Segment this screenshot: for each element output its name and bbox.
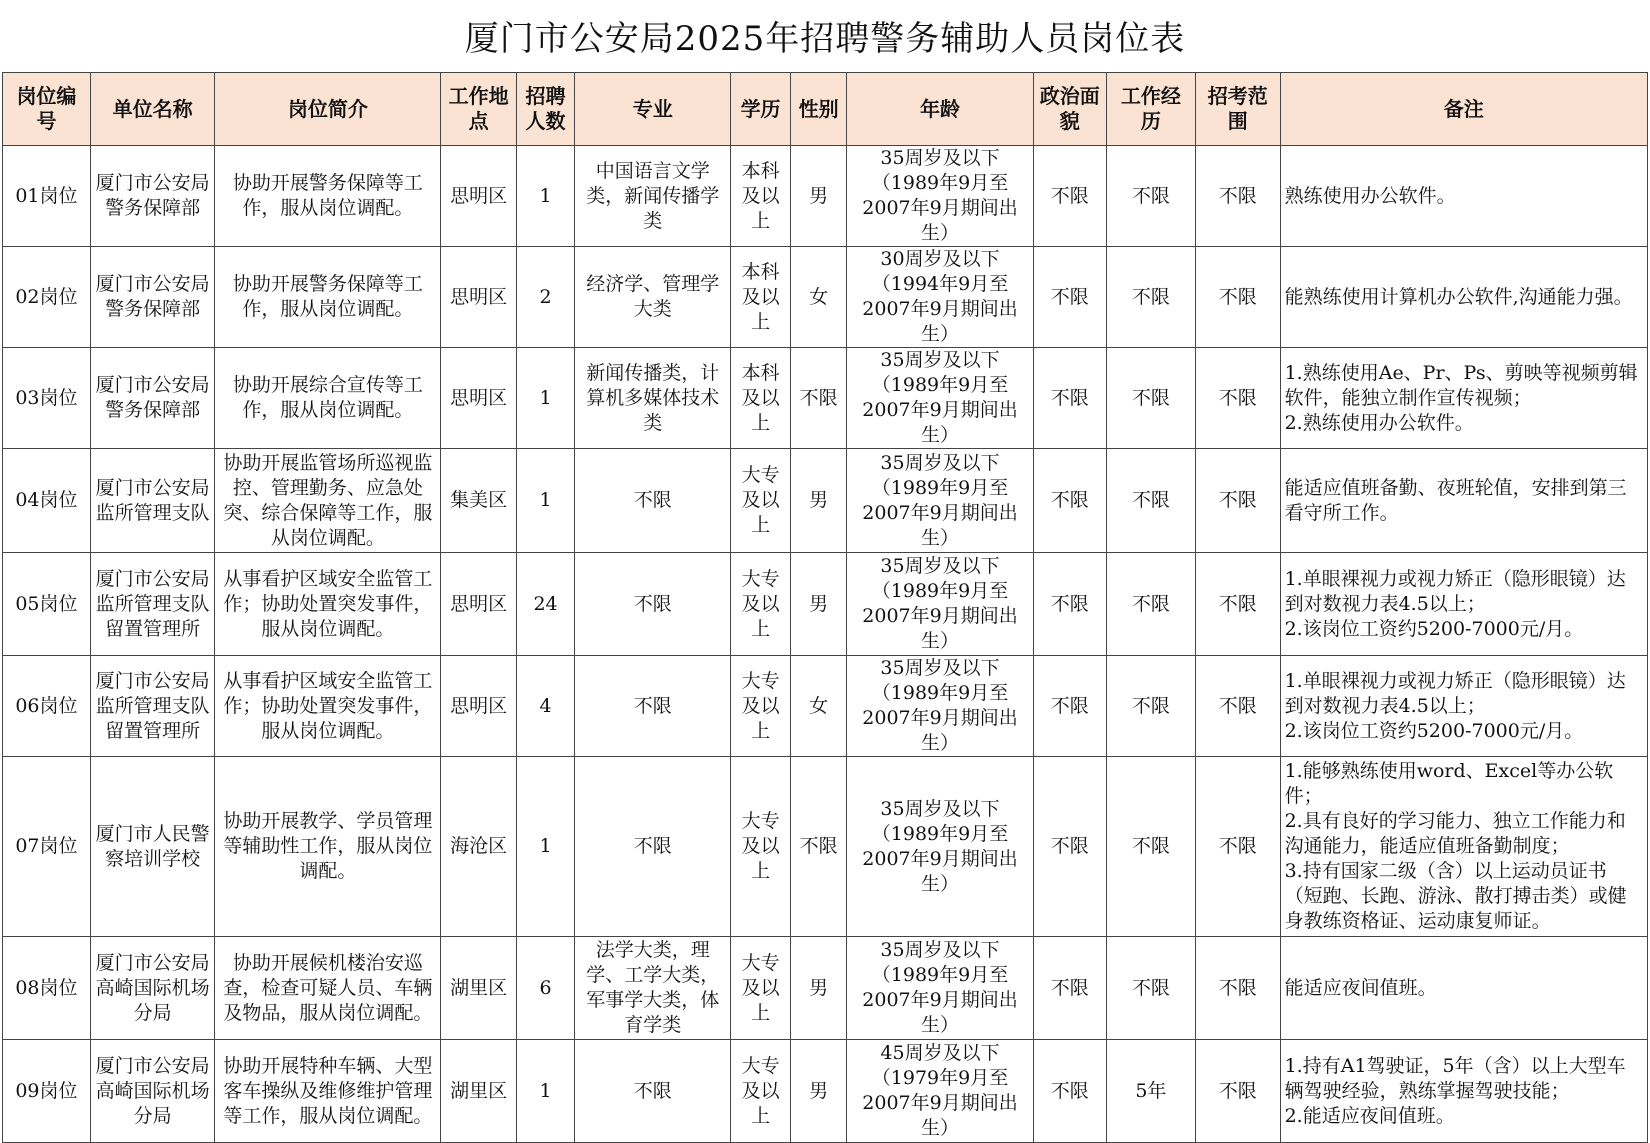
header-cell: 学历: [731, 73, 791, 146]
cell-education: 大专及以上: [731, 553, 791, 656]
cell-education: 大专及以上: [731, 937, 791, 1040]
cell-post-description: 协助开展警务保障等工作，服从岗位调配。: [215, 146, 441, 247]
table-row: [3, 146, 1648, 247]
cell-hire-count: 6: [516, 937, 575, 1040]
cell-unit-name: 厦门市公安局监所管理支队 留置管理所: [90, 553, 215, 656]
cell-education: 本科及以上: [731, 146, 791, 247]
cell-age: 35周岁及以下 （1989年9月至2007年9月期间出生）: [847, 937, 1033, 1040]
cell-work-experience: 不限: [1106, 146, 1195, 247]
table-row: [3, 449, 1648, 553]
cell-post-id: 01岗位: [3, 146, 91, 247]
cell-post-description: 协助开展特种车辆、大型客车操纵及维修维护管理等工作，服从岗位调配。: [215, 1040, 441, 1143]
cell-hire-count: 2: [516, 247, 575, 348]
header-cell: 岗位编号: [3, 73, 91, 146]
table-header-row: [3, 73, 1648, 146]
cell-age: 35周岁及以下 （1989年9月至2007年9月期间出生）: [847, 757, 1033, 937]
cell-political-status: 不限: [1033, 146, 1106, 247]
table-row: [3, 553, 1648, 656]
cell-major: 不限: [575, 656, 731, 757]
cell-recruit-scope: 不限: [1195, 449, 1280, 553]
cell-remarks: 熟练使用办公软件。: [1280, 146, 1647, 247]
cell-age: 45周岁及以下 （1979年9月至2007年9月期间出生）: [847, 1040, 1033, 1143]
cell-recruit-scope: 不限: [1195, 656, 1280, 757]
cell-political-status: 不限: [1033, 449, 1106, 553]
cell-post-id: 09岗位: [3, 1040, 91, 1143]
cell-recruit-scope: 不限: [1195, 553, 1280, 656]
cell-post-id: 06岗位: [3, 656, 91, 757]
header-cell: 岗位简介: [215, 73, 441, 146]
cell-age: 35周岁及以下 （1989年9月至2007年9月期间出生）: [847, 553, 1033, 656]
header-cell: 专业: [575, 73, 731, 146]
cell-work-experience: 不限: [1106, 656, 1195, 757]
cell-gender: 男: [790, 937, 847, 1040]
header-cell: 工作经历: [1106, 73, 1195, 146]
cell-work-experience: 不限: [1106, 348, 1195, 449]
table-row: [3, 757, 1648, 937]
cell-post-description: 协助开展警务保障等工作，服从岗位调配。: [215, 247, 441, 348]
cell-post-id: 08岗位: [3, 937, 91, 1040]
cell-hire-count: 1: [516, 757, 575, 937]
page-title: 厦门市公安局2025年招聘警务辅助人员岗位表: [464, 18, 1186, 59]
cell-recruit-scope: 不限: [1195, 348, 1280, 449]
cell-age: 35周岁及以下 （1989年9月至2007年9月期间出生）: [847, 449, 1033, 553]
cell-unit-name: 厦门市公安局高崎国际机场分局: [90, 1040, 215, 1143]
cell-remarks: 能适应值班备勤、夜班轮值，安排到第三看守所工作。: [1280, 449, 1647, 553]
cell-work-location: 集美区: [441, 449, 516, 553]
header-cell: 招聘人数: [516, 73, 575, 146]
cell-hire-count: 1: [516, 146, 575, 247]
cell-age: 30周岁及以下 （1994年9月至2007年9月期间出生）: [847, 247, 1033, 348]
table-row: [3, 247, 1648, 348]
cell-hire-count: 1: [516, 449, 575, 553]
cell-work-experience: 不限: [1106, 937, 1195, 1040]
cell-major: 法学大类，理学、工学大类，军事学大类，体育学类: [575, 937, 731, 1040]
cell-unit-name: 厦门市人民警察培训学校: [90, 757, 215, 937]
table-row: [3, 348, 1648, 449]
cell-unit-name: 厦门市公安局警务保障部: [90, 348, 215, 449]
cell-unit-name: 厦门市公安局高崎国际机场分局: [90, 937, 215, 1040]
cell-gender: 男: [790, 1040, 847, 1143]
cell-unit-name: 厦门市公安局警务保障部: [90, 146, 215, 247]
cell-unit-name: 厦门市公安局监所管理支队: [90, 449, 215, 553]
cell-gender: 不限: [790, 757, 847, 937]
cell-work-experience: 不限: [1106, 553, 1195, 656]
cell-remarks: 1.单眼裸视力或视力矫正（隐形眼镜）达到对数视力表4.5以上； 2.该岗位工资约5200-7000元/月。: [1280, 656, 1647, 757]
cell-major: 中国语言文学类，新闻传播学类: [575, 146, 731, 247]
cell-post-description: 协助开展综合宣传等工作，服从岗位调配。: [215, 348, 441, 449]
header-cell: 招考范围: [1195, 73, 1280, 146]
cell-political-status: 不限: [1033, 656, 1106, 757]
cell-work-location: 湖里区: [441, 937, 516, 1040]
cell-remarks: 1.熟练使用Ae、Pr、Ps、剪映等视频剪辑软件，能独立制作宣传视频； 2.熟练使用办公软件。: [1280, 348, 1647, 449]
cell-education: 大专及以上: [731, 757, 791, 937]
cell-major: 经济学、管理学大类: [575, 247, 731, 348]
cell-political-status: 不限: [1033, 757, 1106, 937]
cell-remarks: 1.能够熟练使用word、Excel等办公软件； 2.具有良好的学习能力、独立工作能力和沟通能力，能适应值班备勤制度； 3.持有国家二级（含）以上运动员证书（短跑、长跑、游泳、散打搏击类）或健身教练资格证、运动康复师证。: [1280, 757, 1647, 937]
cell-recruit-scope: 不限: [1195, 757, 1280, 937]
cell-post-description: 从事看护区域安全监管工作；协助处置突发事件，服从岗位调配。: [215, 656, 441, 757]
cell-political-status: 不限: [1033, 937, 1106, 1040]
cell-major: 不限: [575, 449, 731, 553]
header-cell: 性别: [790, 73, 847, 146]
cell-major: 不限: [575, 553, 731, 656]
cell-political-status: 不限: [1033, 247, 1106, 348]
cell-work-experience: 5年: [1106, 1040, 1195, 1143]
cell-age: 35周岁及以下 （1989年9月至2007年9月期间出生）: [847, 656, 1033, 757]
cell-post-id: 04岗位: [3, 449, 91, 553]
positions-table: [2, 72, 1648, 1143]
table-row: [3, 656, 1648, 757]
cell-gender: 男: [790, 553, 847, 656]
table-row: [3, 1040, 1648, 1143]
header-cell: 单位名称: [90, 73, 215, 146]
cell-major: 不限: [575, 757, 731, 937]
cell-post-id: 05岗位: [3, 553, 91, 656]
cell-education: 本科及以上: [731, 348, 791, 449]
cell-post-id: 03岗位: [3, 348, 91, 449]
cell-education: 大专及以上: [731, 1040, 791, 1143]
cell-post-id: 02岗位: [3, 247, 91, 348]
cell-remarks: 能熟练使用计算机办公软件,沟通能力强。: [1280, 247, 1647, 348]
cell-gender: 女: [790, 656, 847, 757]
header-cell: 年龄: [847, 73, 1033, 146]
cell-work-location: 海沧区: [441, 757, 516, 937]
cell-remarks: 能适应夜间值班。: [1280, 937, 1647, 1040]
cell-work-experience: 不限: [1106, 247, 1195, 348]
cell-work-location: 思明区: [441, 146, 516, 247]
header-cell: 政治面貌: [1033, 73, 1106, 146]
cell-unit-name: 厦门市公安局警务保障部: [90, 247, 215, 348]
cell-gender: 男: [790, 146, 847, 247]
cell-hire-count: 1: [516, 348, 575, 449]
header-cell: 工作地点: [441, 73, 516, 146]
cell-post-description: 协助开展教学、学员管理等辅助性工作，服从岗位调配。: [215, 757, 441, 937]
cell-age: 35周岁及以下 （1989年9月至2007年9月期间出生）: [847, 348, 1033, 449]
cell-work-location: 思明区: [441, 247, 516, 348]
cell-recruit-scope: 不限: [1195, 937, 1280, 1040]
header-cell: 备注: [1280, 73, 1647, 146]
cell-post-description: 协助开展候机楼治安巡查，检查可疑人员、车辆及物品，服从岗位调配。: [215, 937, 441, 1040]
cell-work-location: 思明区: [441, 553, 516, 656]
cell-political-status: 不限: [1033, 1040, 1106, 1143]
cell-unit-name: 厦门市公安局监所管理支队 留置管理所: [90, 656, 215, 757]
cell-recruit-scope: 不限: [1195, 146, 1280, 247]
cell-age: 35周岁及以下 （1989年9月至2007年9月期间出生）: [847, 146, 1033, 247]
cell-gender: 男: [790, 449, 847, 553]
cell-work-location: 思明区: [441, 348, 516, 449]
cell-remarks: 1.单眼裸视力或视力矫正（隐形眼镜）达到对数视力表4.5以上； 2.该岗位工资约5200-7000元/月。: [1280, 553, 1647, 656]
cell-major: 新闻传播类，计算机多媒体技术类: [575, 348, 731, 449]
cell-work-location: 湖里区: [441, 1040, 516, 1143]
cell-work-experience: 不限: [1106, 449, 1195, 553]
cell-recruit-scope: 不限: [1195, 1040, 1280, 1143]
cell-major: 不限: [575, 1040, 731, 1143]
cell-education: 本科及以上: [731, 247, 791, 348]
cell-hire-count: 1: [516, 1040, 575, 1143]
cell-post-description: 协助开展监管场所巡视监控、管理勤务、应急处突、综合保障等工作，服从岗位调配。: [215, 449, 441, 553]
cell-remarks: 1.持有A1驾驶证，5年（含）以上大型车辆驾驶经验，熟练掌握驾驶技能； 2.能适应夜间值班。: [1280, 1040, 1647, 1143]
cell-hire-count: 24: [516, 553, 575, 656]
table-row: [3, 937, 1648, 1040]
cell-hire-count: 4: [516, 656, 575, 757]
cell-work-location: 思明区: [441, 656, 516, 757]
cell-political-status: 不限: [1033, 348, 1106, 449]
cell-education: 大专及以上: [731, 656, 791, 757]
cell-work-experience: 不限: [1106, 757, 1195, 937]
cell-gender: 女: [790, 247, 847, 348]
cell-post-description: 从事看护区域安全监管工作；协助处置突发事件，服从岗位调配。: [215, 553, 441, 656]
cell-post-id: 07岗位: [3, 757, 91, 937]
cell-recruit-scope: 不限: [1195, 247, 1280, 348]
cell-political-status: 不限: [1033, 553, 1106, 656]
cell-education: 大专及以上: [731, 449, 791, 553]
cell-gender: 不限: [790, 348, 847, 449]
